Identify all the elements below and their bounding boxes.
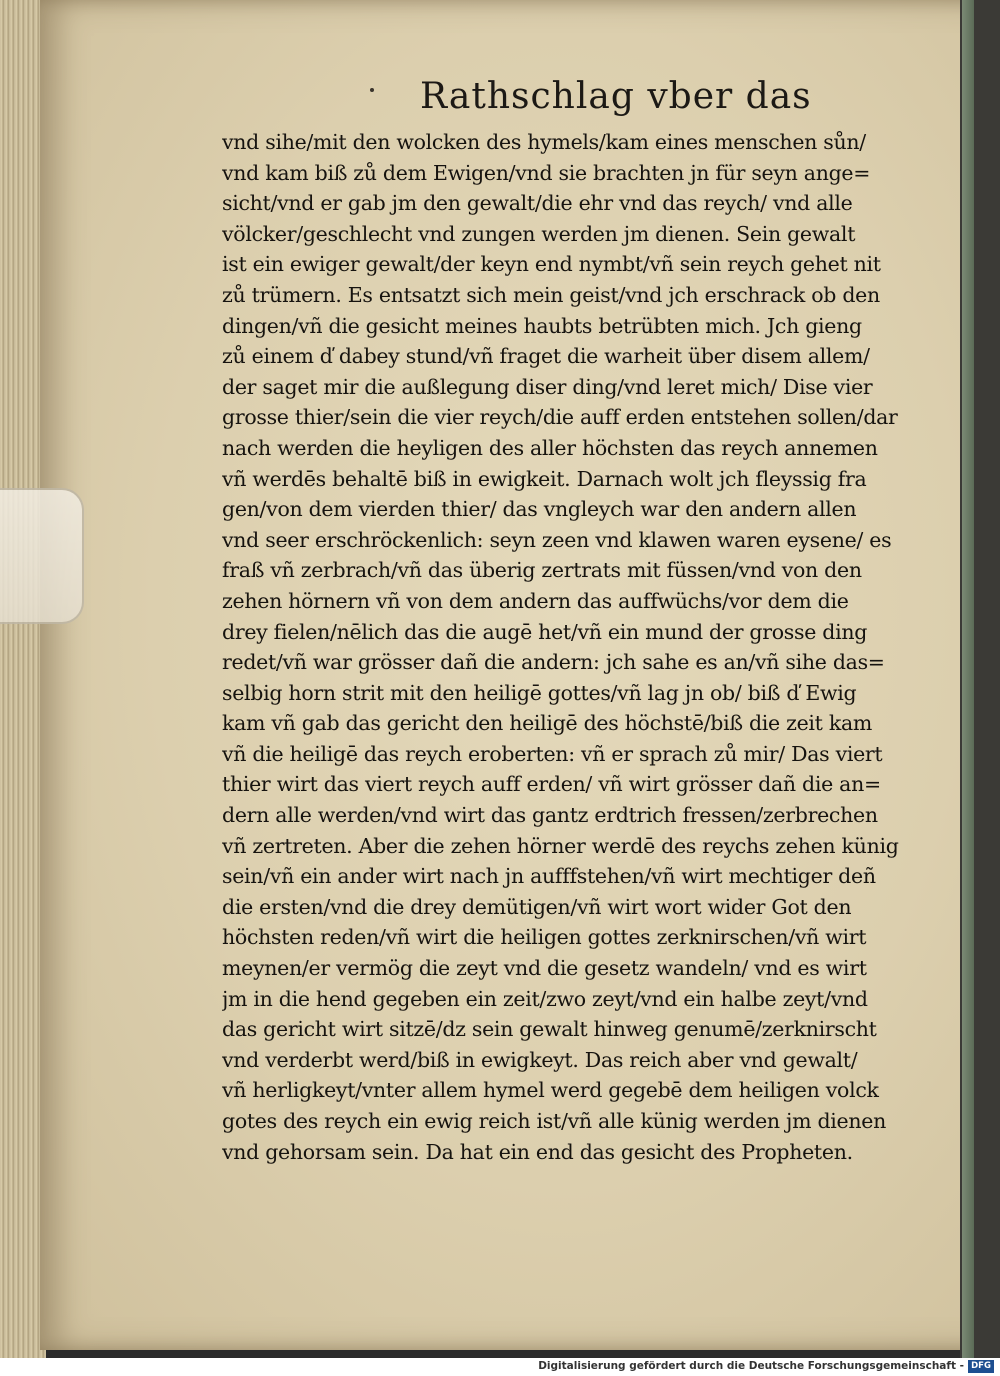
text-line: vñ werdēs behaltē biß in ewigkeit. Darnach wolt jch fleyssig fra bbox=[222, 466, 867, 491]
dfg-logo[interactable]: DFG bbox=[968, 1360, 994, 1373]
text-line: selbig horn strit mit den heiligē gottes/vñ lag jn ob/ biß ď Ewig bbox=[222, 680, 857, 705]
binding-strip bbox=[962, 0, 974, 1358]
text-line: kam vñ gab das gericht den heiligē des höchstē/biß die zeit kam bbox=[222, 711, 873, 736]
bookmark-tab bbox=[0, 488, 84, 624]
text-line: gen/von dem vierden thier/ das vngleych war den andern allen bbox=[222, 497, 857, 522]
text-block bbox=[222, 127, 934, 1167]
text-line: höchsten reden/vñ wirt die heiligen gottes zerknirschen/vñ wirt bbox=[222, 925, 867, 950]
ink-dot bbox=[370, 88, 374, 92]
text-line: zehen hörnern vñ von dem andern das auffwüchs/vor dem die bbox=[222, 588, 849, 613]
text-line: dingen/vñ die gesicht meines haubts betrübten mich. Jch gieng bbox=[222, 313, 862, 338]
text-line: nach werden die heyligen des aller höchsten das reych annemen bbox=[222, 435, 878, 460]
text-line: vnd kam biß zů dem Ewigen/vnd sie brachten jn für seyn ange= bbox=[222, 160, 871, 185]
text-line: gotes des reych ein ewig reich ist/vñ alle künig werden jm dienen bbox=[222, 1109, 886, 1133]
text-line: zů einem ď dabey stund/vñ fraget die warheit über disem allem/ bbox=[222, 344, 870, 369]
text-line: fraß vñ zerbrach/vñ das überig zertrats mit füssen/vnd von den bbox=[222, 558, 862, 583]
text-line: vñ die heiligē das reych eroberten: vñ er sprach zů mir/ Das viert bbox=[222, 741, 883, 766]
text-line: vnd gehorsam sein. Da hat ein end das gesicht des Propheten. bbox=[222, 1139, 853, 1164]
text-line: sein/vñ ein ander wirt nach jn aufffstehen/vñ wirt mechtiger deñ bbox=[222, 864, 876, 889]
text-line: der saget mir die außlegung diser ding/vnd leret mich/ Dise vier bbox=[222, 374, 873, 399]
text-line: vnd sihe/mit den wolcken des hymels/kam eines menschen sůn/ bbox=[222, 130, 866, 154]
text-line: das gericht wirt sitzē/dz sein gewalt hinweg genumē/zerknirscht bbox=[222, 1017, 877, 1042]
text-line: sicht/vnd er gab jm den gewalt/die ehr vnd das reych/ vnd alle bbox=[222, 191, 853, 216]
footer-bar bbox=[0, 1358, 1000, 1376]
text-line: vnd verderbt werd/biß in ewigkeyt. Das reich aber vnd gewalt/ bbox=[222, 1047, 858, 1072]
text-line: vñ herligkeyt/vnter allem hymel werd gegebē dem heiligen volck bbox=[222, 1078, 879, 1103]
text-line: dern alle werden/vnd wirt das gantz erdtrich fressen/zerbrechen bbox=[222, 803, 878, 828]
text-line: die ersten/vnd die drey demütigen/vñ wirt wort wider Got den bbox=[222, 894, 852, 919]
text-line: vnd seer erschröckenlich: seyn zeen vnd klawen waren eysene/ es bbox=[222, 527, 892, 552]
funding-credit: Digitalisierung gefördert durch die Deutsche Forschungsgemeinschaft - bbox=[538, 1360, 964, 1372]
text-line: redet/vñ war grösser dañ die andern: jch sahe es an/vñ sihe das= bbox=[222, 650, 885, 675]
text-line: völcker/geschlecht vnd zungen werden jm dienen. Sein gewalt bbox=[222, 221, 856, 246]
running-head: Rathschlag vber das bbox=[420, 76, 812, 117]
text-line: jm in die hend gegeben ein zeit/zwo zeyt/vnd ein halbe zeyt/vnd bbox=[222, 986, 868, 1011]
text-line: zů trümern. Es entsatzt sich mein geist/vnd jch erschrack ob den bbox=[222, 282, 880, 307]
text-line: meynen/er vermög die zeyt vnd die gesetz wandeln/ vnd es wirt bbox=[222, 956, 867, 981]
text-line: vñ zertreten. Aber die zehen hörner werdē des reychs zehen künig bbox=[222, 833, 899, 858]
text-line: drey fielen/nēlich das die augē het/vñ ein mund der grosse ding bbox=[222, 619, 868, 644]
text-line: grosse thier/sein die vier reych/die auff erden entstehen sollen/dar bbox=[222, 405, 898, 430]
text-line: thier wirt das viert reych auff erden/ vñ wirt grösser dañ die an= bbox=[222, 772, 881, 797]
text-line: ist ein ewiger gewalt/der keyn end nymbt/vñ sein reych gehet nit bbox=[222, 252, 881, 277]
